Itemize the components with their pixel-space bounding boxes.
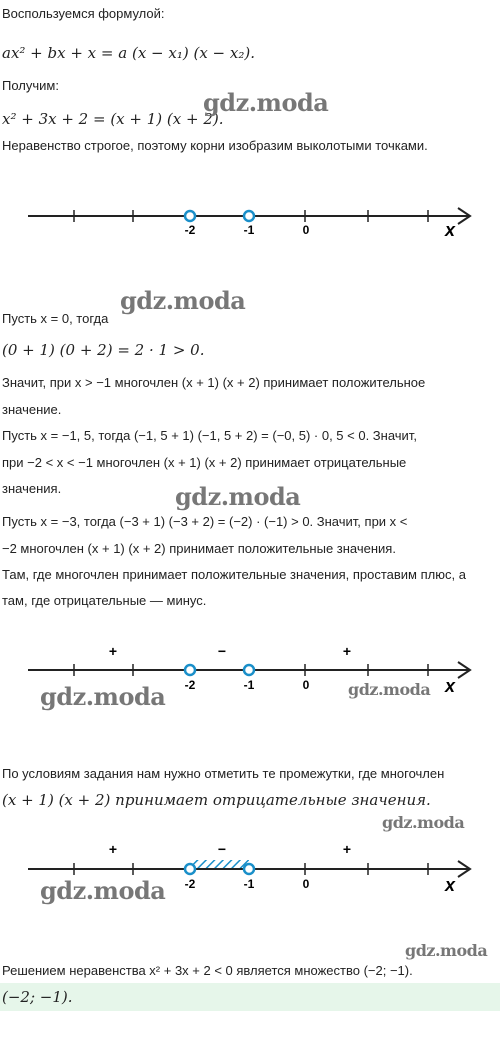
intro-text: Воспользуемся формулой:	[2, 6, 165, 21]
punctured-point-minus2	[185, 665, 195, 675]
text-line: Пусть x = −3, тогда (−3 + 1) (−3 + 2) = (−2) · (−1) > 0. Значит, при x <	[2, 514, 408, 529]
factored-formula: x² + 3x + 2 = (x + 1) (x + 2).	[2, 110, 224, 128]
axis-variable: x	[444, 676, 456, 696]
punctured-point-minus1	[244, 665, 254, 675]
punctured-point-minus2	[185, 211, 195, 221]
tick-label: -1	[243, 678, 255, 692]
text-line: −2 многочлен (x + 1) (x + 2) принимает положительные значения.	[2, 541, 396, 556]
watermark: gdz.moda	[120, 286, 246, 315]
task-line: По условиям задания нам нужно отметить те промежутки, где многочлен	[2, 766, 445, 781]
watermark: gdz.moda	[405, 941, 488, 960]
obtained-text: Получим:	[2, 78, 59, 93]
text-line: Там, где многочлен принимает положительные значения, проставим плюс, а	[2, 567, 466, 582]
tick-label: -1	[243, 877, 255, 891]
tick-label: 0	[302, 678, 310, 692]
watermark: gdz.moda	[203, 88, 329, 117]
axis-variable: x	[444, 220, 456, 240]
tick-label: -2	[184, 877, 196, 891]
sign-minus: −	[217, 643, 227, 659]
punctured-point-minus1	[244, 211, 254, 221]
solution-line: Решением неравенства x² + 3x + 2 < 0 является множество (−2; −1).	[2, 963, 413, 978]
text-line: значения.	[2, 481, 62, 496]
task-line: (x + 1) (x + 2) принимает отрицательные значения.	[2, 791, 431, 809]
sign-plus: +	[342, 643, 352, 659]
sign-plus: +	[108, 643, 118, 659]
text-line: там, где отрицательные — минус.	[2, 593, 207, 608]
text-line: Значит, при x > −1 многочлен (x + 1) (x + 2) принимает положительное	[2, 375, 426, 390]
text-line: Пусть x = −1, 5, тогда (−1, 5 + 1) (−1, 5 + 2) = (−0, 5) · 0, 5 < 0. Значит,	[2, 428, 417, 443]
answer-box	[0, 983, 500, 1011]
watermark: gdz.moda	[382, 813, 465, 832]
shaded-interval	[190, 860, 249, 869]
watermark: gdz.moda	[175, 482, 301, 511]
strict-text: Неравенство строгое, поэтому корни изобразим выколотыми точками.	[2, 138, 428, 153]
tick-label: -2	[184, 223, 196, 237]
tick-label: -1	[243, 223, 255, 237]
text-line: при −2 < x < −1 многочлен (x + 1) (x + 2) принимает отрицательные	[2, 455, 407, 470]
watermark: gdz.moda	[348, 680, 431, 699]
sign-plus: +	[342, 841, 352, 857]
watermark: gdz.moda	[40, 682, 166, 711]
text-line: значение.	[2, 402, 62, 417]
tick-label: 0	[302, 877, 310, 891]
number-line-1	[0, 196, 500, 246]
tick-label: 0	[302, 223, 310, 237]
axis-variable: x	[444, 875, 456, 895]
answer: (−2; −1).	[2, 988, 73, 1006]
let-zero: Пусть x = 0, тогда	[2, 311, 109, 326]
punctured-point-minus1	[244, 864, 254, 874]
tick-label: -2	[184, 678, 196, 692]
sign-plus: +	[108, 841, 118, 857]
punctured-point-minus2	[185, 864, 195, 874]
calc-zero: (0 + 1) (0 + 2) = 2 · 1 > 0.	[2, 341, 205, 359]
sign-minus: −	[217, 841, 227, 857]
watermark: gdz.moda	[40, 876, 166, 905]
factor-formula: ax² + bx + x = a (x − x₁) (x − x₂).	[2, 44, 255, 62]
